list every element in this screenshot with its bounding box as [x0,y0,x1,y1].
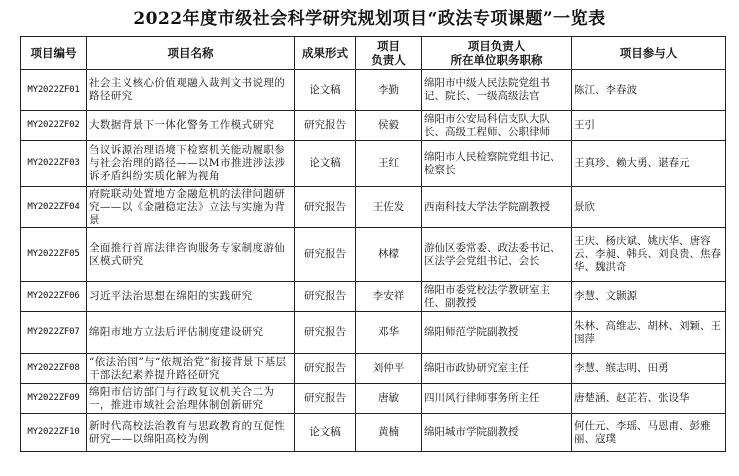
result-form-cell: 研究报告 [295,312,356,354]
table-row [21,414,726,452]
result-form-cell: 研究报告 [295,187,356,228]
table-row [21,111,726,141]
result-form-cell: 论文稿 [295,414,356,452]
table-row [21,141,726,187]
leader-unit-cell: 绵阳市公安局科信支队大队长、高级工程师、公职律师 [422,111,572,141]
participants-cell: 李慧、文颢源 [572,282,726,312]
project-name-cell: 府院联动处置地方金融危机的法律问题研究——以《金融稳定法》立法与实施为背景 [87,187,295,228]
leader-unit-cell: 绵阳市委党校法学教研室主任、副教授 [422,282,572,312]
leader-unit-cell: 绵阳城市学院副教授 [422,414,572,452]
table-row [21,187,726,228]
table-row [21,228,726,282]
project-name-cell: “依法治国”与“依规治党”衔接背景下基层干部法纪素养提升路径研究 [87,354,295,384]
table-row [21,312,726,354]
project-leader-cell: 黄楠 [356,414,422,452]
project-leader-cell: 王佐发 [356,187,422,228]
project-code-cell: MY2022ZF05 [21,228,87,282]
participants-cell: 唐楚涵、赵芷若、张设华 [572,384,726,414]
participants-cell: 何仕元、李瑶、马恩甫、彭雅丽、寇璞 [572,414,726,452]
participants-cell: 朱林、高维志、胡林、刘颖、王国萍 [572,312,726,354]
leader-unit-cell: 四川风行律师事务所主任 [422,384,572,414]
project-code-cell: MY2022ZF07 [21,312,87,354]
table-row [21,384,726,414]
project-code-cell: MY2022ZF02 [21,111,87,141]
header-project-name: 项目名称 [87,37,295,70]
result-form-cell: 研究报告 [295,282,356,312]
header-unit-line1: 项目负责人 [467,39,526,53]
project-code-cell: MY2022ZF03 [21,141,87,187]
leader-unit-cell: 绵阳市人民检察院党组书记、检察长 [422,141,572,187]
header-leader-line2: 负责人 [371,53,406,67]
project-name-cell: 绵阳市地方立法后评估制度建设研究 [87,312,295,354]
project-leader-cell: 唐敏 [356,384,422,414]
header-project-code: 项目编号 [21,37,87,70]
project-code-cell: MY2022ZF09 [21,384,87,414]
leader-unit-cell: 绵阳市政协研究室主任 [422,354,572,384]
project-name-cell: 刍议诉源治理语境下检察机关能动履职参与社会治理的路径——以M市推进涉法涉诉矛盾纠纷实质化解为视角 [87,141,295,187]
header-unit-line2: 所在单位职务职称 [450,53,543,67]
project-table [20,36,726,452]
header-project-leader [356,37,422,70]
project-leader-cell: 邓华 [356,312,422,354]
project-code-cell: MY2022ZF10 [21,414,87,452]
project-code-cell: MY2022ZF04 [21,187,87,228]
result-form-cell: 论文稿 [295,141,356,187]
leader-unit-cell: 绵阳市中级人民法院党组书记、院长、一级高级法官 [422,70,572,111]
project-leader-cell: 刘仲平 [356,354,422,384]
participants-cell: 王真珍、赖大勇、谌春元 [572,141,726,187]
result-form-cell: 研究报告 [295,111,356,141]
participants-cell: 李慧、缑志明、田勇 [572,354,726,384]
leader-unit-cell: 西南科技大学法学院副教授 [422,187,572,228]
leader-unit-cell: 绵阳师范学院副教授 [422,312,572,354]
project-name-cell: 社会主义核心价值观融入裁判文书说理的路径研究 [87,70,295,111]
header-leader-line1: 项目 [377,39,400,53]
project-leader-cell: 李安祥 [356,282,422,312]
project-code-cell: MY2022ZF08 [21,354,87,384]
result-form-cell: 研究报告 [295,228,356,282]
header-leader-unit [422,37,572,70]
participants-cell: 景欣 [572,187,726,228]
project-name-cell: 绵阳市信访部门与行政复议机关合二为一，推进市域社会治理体制创新研究 [87,384,295,414]
table-header-row [21,37,726,70]
project-name-cell: 大数据背景下一体化警务工作模式研究 [87,111,295,141]
page-title: 2022年度市级社会科学研究规划项目“政法专项课题”一览表 [133,9,606,29]
table-row [21,354,726,384]
header-participants: 项目参与人 [572,37,726,70]
result-form-cell: 研究报告 [295,354,356,384]
project-leader-cell: 侯毅 [356,111,422,141]
project-name-cell: 习近平法治思想在绵阳的实践研究 [87,282,295,312]
project-name-cell: 全面推行首席法律咨询服务专家制度游仙区模式研究 [87,228,295,282]
header-result-form: 成果形式 [295,37,356,70]
participants-cell: 陈江、李春波 [572,70,726,111]
project-code-cell: MY2022ZF01 [21,70,87,111]
project-code-cell: MY2022ZF06 [21,282,87,312]
table-row [21,282,726,312]
result-form-cell: 论文稿 [295,70,356,111]
table-row [21,70,726,111]
result-form-cell: 研究报告 [295,384,356,414]
project-leader-cell: 王红 [356,141,422,187]
project-leader-cell: 林檬 [356,228,422,282]
participants-cell: 王庆、杨庆斌、姚庆华、唐容云、李昶、韩兵、刘良贵、焦春华、魏洪奇 [572,228,726,282]
project-name-cell: 新时代高校法治教育与思政教育的互促性研究——以绵阳高校为例 [87,414,295,452]
leader-unit-cell: 游仙区委常委、政法委书记、区法学会党组书记、会长 [422,228,572,282]
participants-cell: 王引 [572,111,726,141]
project-leader-cell: 李勤 [356,70,422,111]
